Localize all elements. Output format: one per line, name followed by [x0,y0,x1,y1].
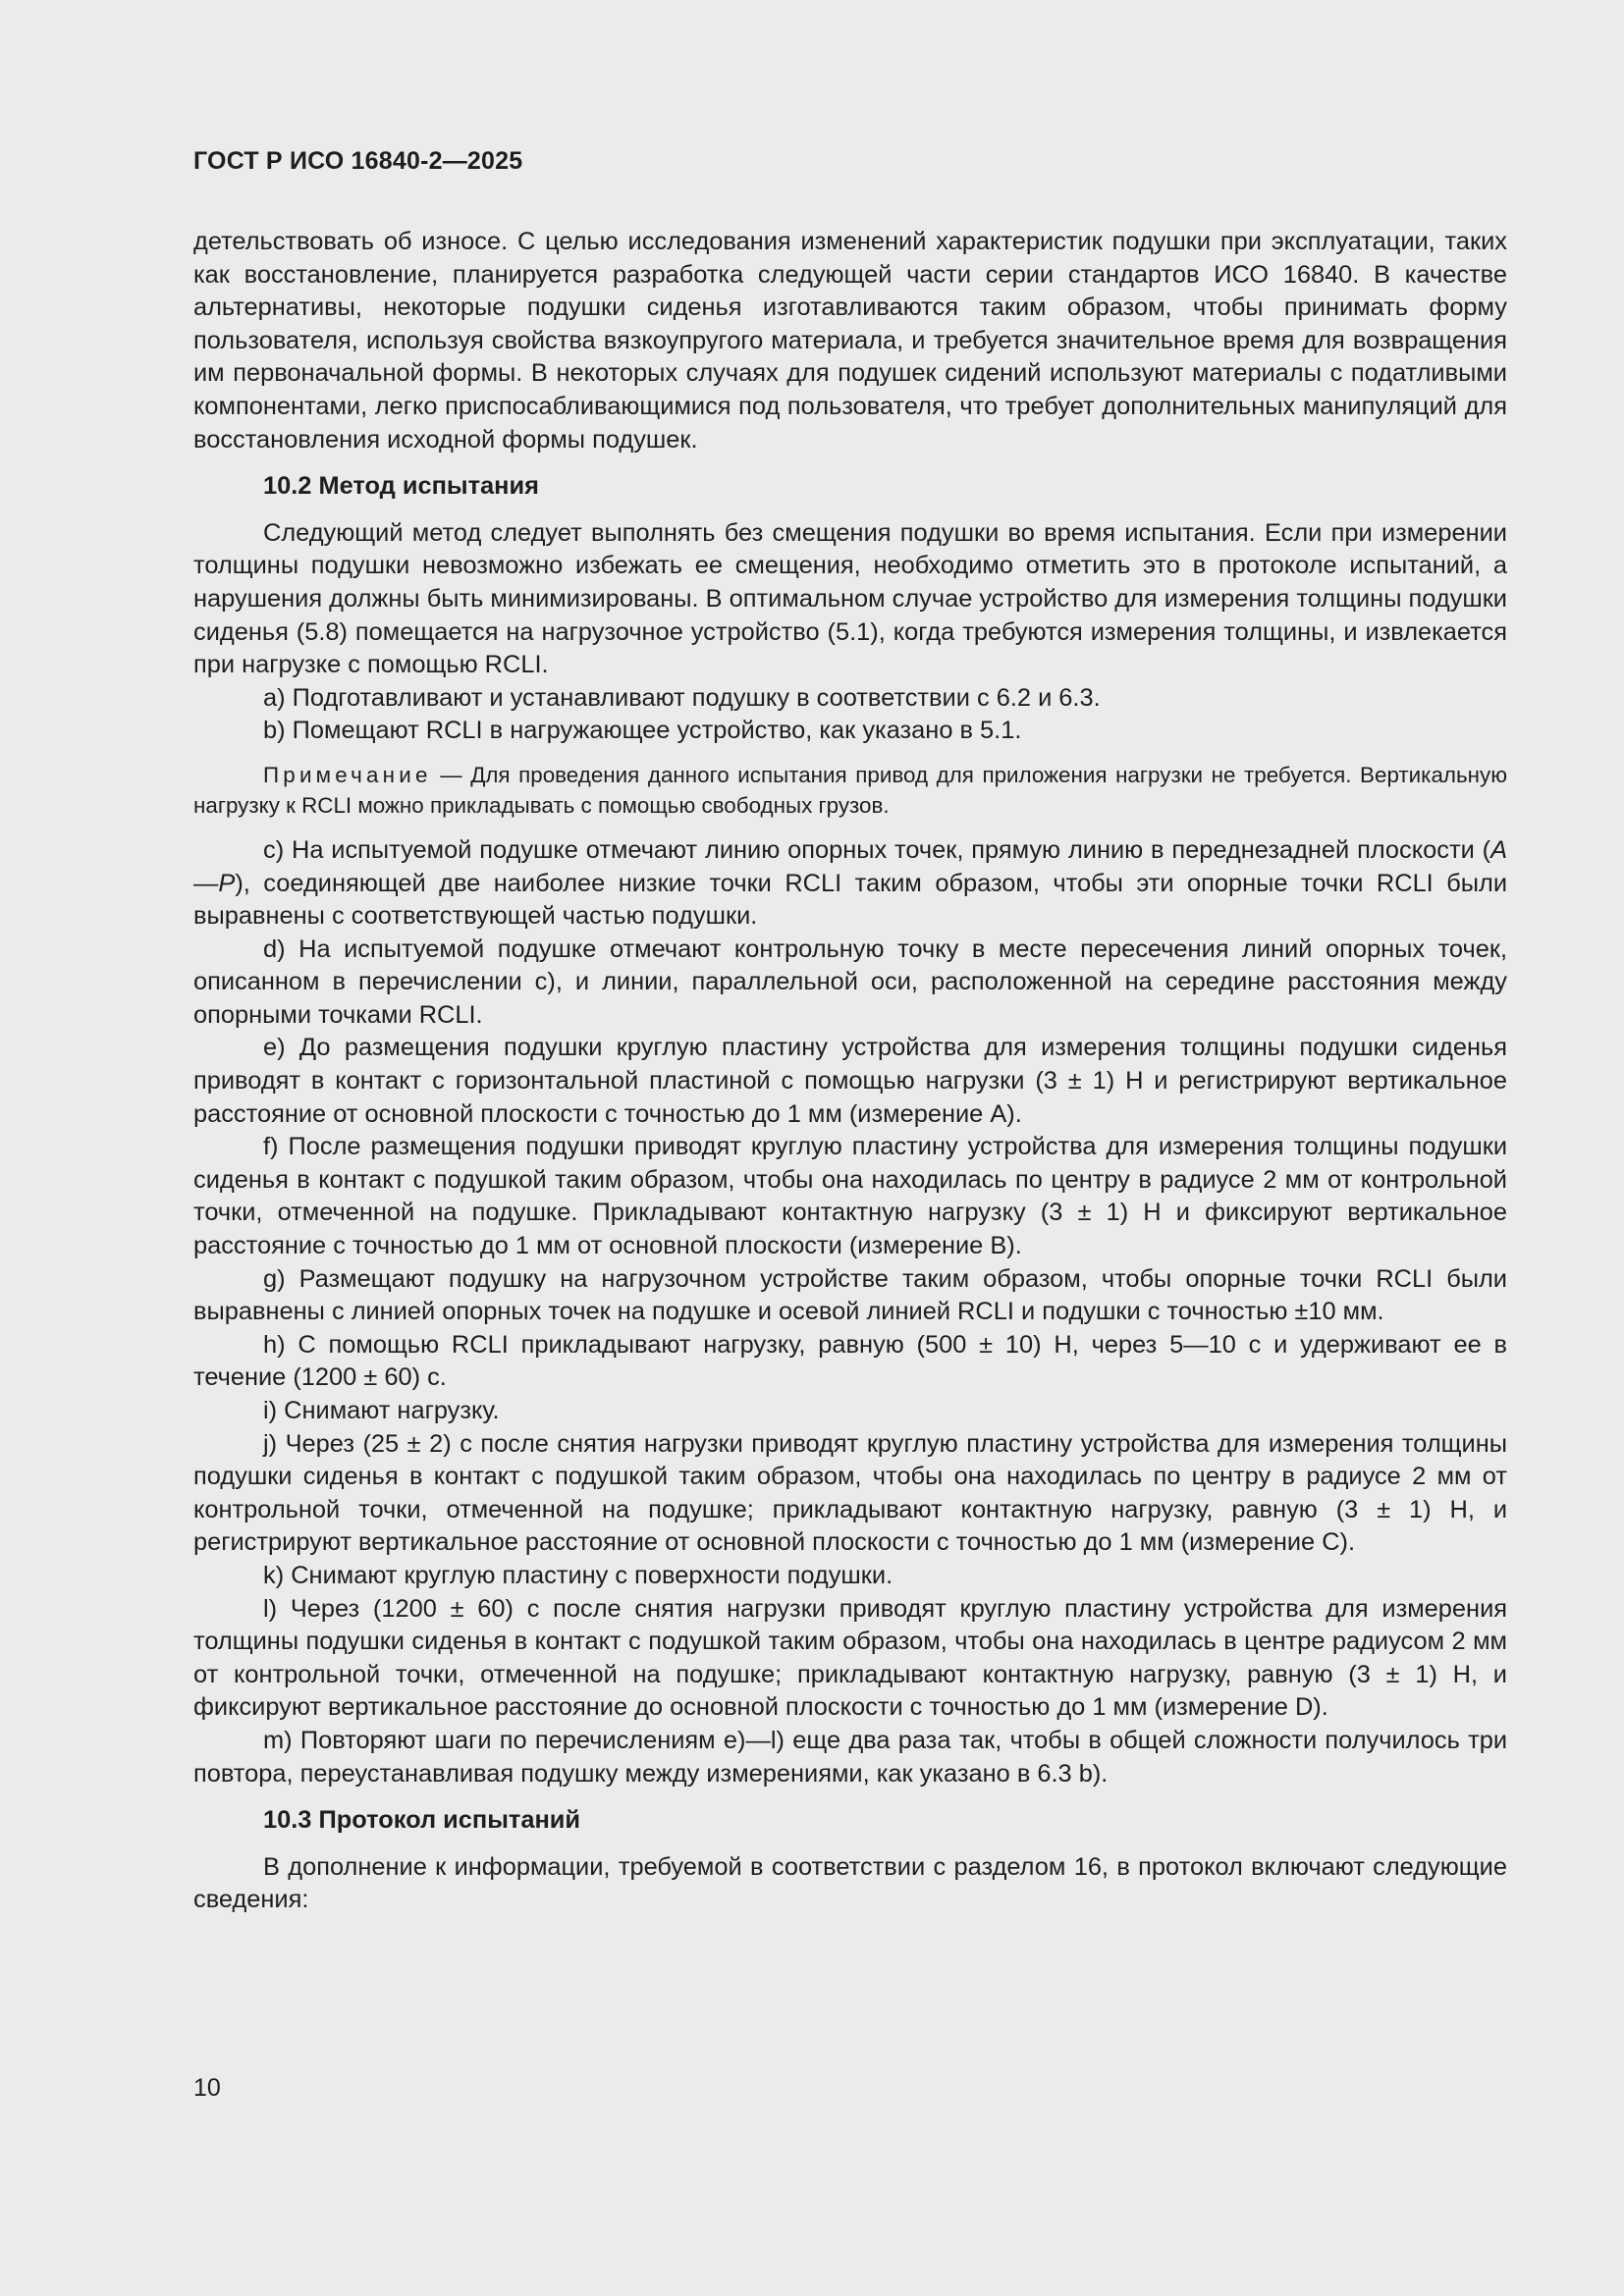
list-item-m: m) Повторяют шаги по перечислениям e)—l) еще два раза так, чтобы в общей сложности получилось три повтора, переустанавливая подушку между измерениями, как указано в 6.3 b). [193,1726,1507,1788]
note-dash: — [431,762,471,787]
list-item-e: e) До размещения подушки круглую пластину устройства для измерения толщины подушки сиденья приводят в контакт с горизонтальной пластиной с помощью нагрузки (3 ± 1) Н и регистрируют вертикальное расстояние от основной плоскости с точностью до 1 мм (измерение A). [193,1034,1507,1128]
section-10-2-paragraph: Следующий метод следует выполнять без смещения подушки во время испытания. Если при измерении толщины подушки невозможно избежать ее смещения, необходимо отметить это в протоколе испытаний, а нарушения должны быть минимизированы. В оптимальном случае устройство для измерения толщины подушки сиденья (5.8) помещается на нагрузочное устройство (5.1), когда требуются измерения толщины, и извлекается при нагрузке с помощью RCLI. [193,518,1507,679]
intro-paragraph: детельствовать об износе. С целью исследования изменений характеристик подушки при эксплуатации, таких как восстановление, планируется разработка следующей части серии стандартов ИСО 16840. В качестве альтернативы, некоторые подушки сиденья изготавливаются таким образом, чтобы принимать форму пользователя, используя свойства вязкоупругого материала, и требуется значительное время для возвращения им первоначальной формы. В некоторых случаях для подушек сидений используют материалы с податливыми компонентами, легко приспосабливающимися под пользователя, что требует дополнительных манипуляций для восстановления исходной формы подушек. [193,228,1507,454]
list-item-f: f) После размещения подушки приводят круглую пластину устройства для измерения толщины подушки сиденья в контакт с подушкой таким образом, чтобы она находилась по центру в радиусе 2 мм от контрольной точки, отмеченной на подушке. Прикладывают контактную нагрузку (3 ± 1) Н и фиксируют вертикальное расстояние с точностью до 1 мм от основной плоскости (измерение B). [193,1133,1507,1260]
list-item-j: j) Через (25 ± 2) с после снятия нагрузки приводят круглую пластину устройства для измерения толщины подушки сиденья в контакт с подушкой таким образом, чтобы она находилась по центру в радиусе 2 мм от контрольной точки, отмеченной на подушке; прикладывают контактную нагрузку, равную (3 ± 1) Н, и регистрируют вертикальное расстояние от основной плоскости с точностью до 1 мм (измерение C). [193,1429,1507,1557]
list-item-c [193,834,1507,934]
section-10-3-paragraph: В дополнение к информации, требуемой в соответствии с разделом 16, в протокол включают следующие сведения: [193,1852,1507,1914]
page-content [193,226,1507,1917]
list-item-i: i) Снимают нагрузку. [263,1397,500,1424]
list-item-b: b) Помещают RCLI в нагружающее устройство, как указано в 5.1. [263,717,1022,745]
list-item-g: g) Размещают подушку на нагрузочном устройстве таким образом, чтобы опорные точки RCLI были выравнены с линией опорных точек на подушке и осевой линией RCLI и подушки с точностью ±10 мм. [193,1264,1507,1326]
list-item-c-part2: ), соединяющей две наиболее низкие точки RCLI таким образом, чтобы эти опорные точки RCLI были выравнены с соответствующей частью подушки. [193,869,1507,931]
note-block [193,760,1507,821]
list-item-h: h) С помощью RCLI прикладывают нагрузку, равную (500 ± 10) Н, через 5—10 с и удерживают ее в течение (1200 ± 60) с. [193,1330,1507,1392]
list-item-k: k) Снимают круглую пластину с поверхности подушки. [263,1561,893,1589]
page-number: 10 [193,2074,221,2102]
list-item-c-italic: A—P [193,835,1507,897]
list-item-l: l) Через (1200 ± 60) с после снятия нагрузки приводят круглую пластину устройства для измерения толщины подушки сиденья в контакт с подушкой таким образом, чтобы она находилась в центре радиусом 2 мм от контрольной точки, отмеченной на подушке; прикладывают контактную нагрузку, равную (3 ± 1) Н, и фиксируют вертикальное расстояние до основной плоскости с точностью до 1 мм (измерение D). [193,1594,1507,1722]
list-item-c-part1: c) На испытуемой подушке отмечают линию опорных точек, прямую линию в переднезадней плоскости ( [263,835,1491,864]
section-title-10-3: 10.3 Протокол испытаний [263,1806,581,1835]
list-item-d: d) На испытуемой подушке отмечают контрольную точку в месте пересечения линий опорных точек, описанном в перечислении c), и линии, параллельной оси, расположенной на середине расстояния между опорными точками RCLI. [193,934,1507,1029]
note-label: Примечание [263,762,432,787]
list-item-a: a) Подготавливают и устанавливают подушку в соответствии с 6.2 и 6.3. [263,683,1101,712]
section-title-10-2: 10.2 Метод испытания [263,472,539,501]
page-header-standard-id: ГОСТ Р ИСО 16840-2—2025 [193,147,523,175]
note-text: Для проведения данного испытания привод для приложения нагрузки не требуется. Вертикальную нагрузку к RCLI можно прикладывать с помощью свободных грузов. [193,762,1507,818]
